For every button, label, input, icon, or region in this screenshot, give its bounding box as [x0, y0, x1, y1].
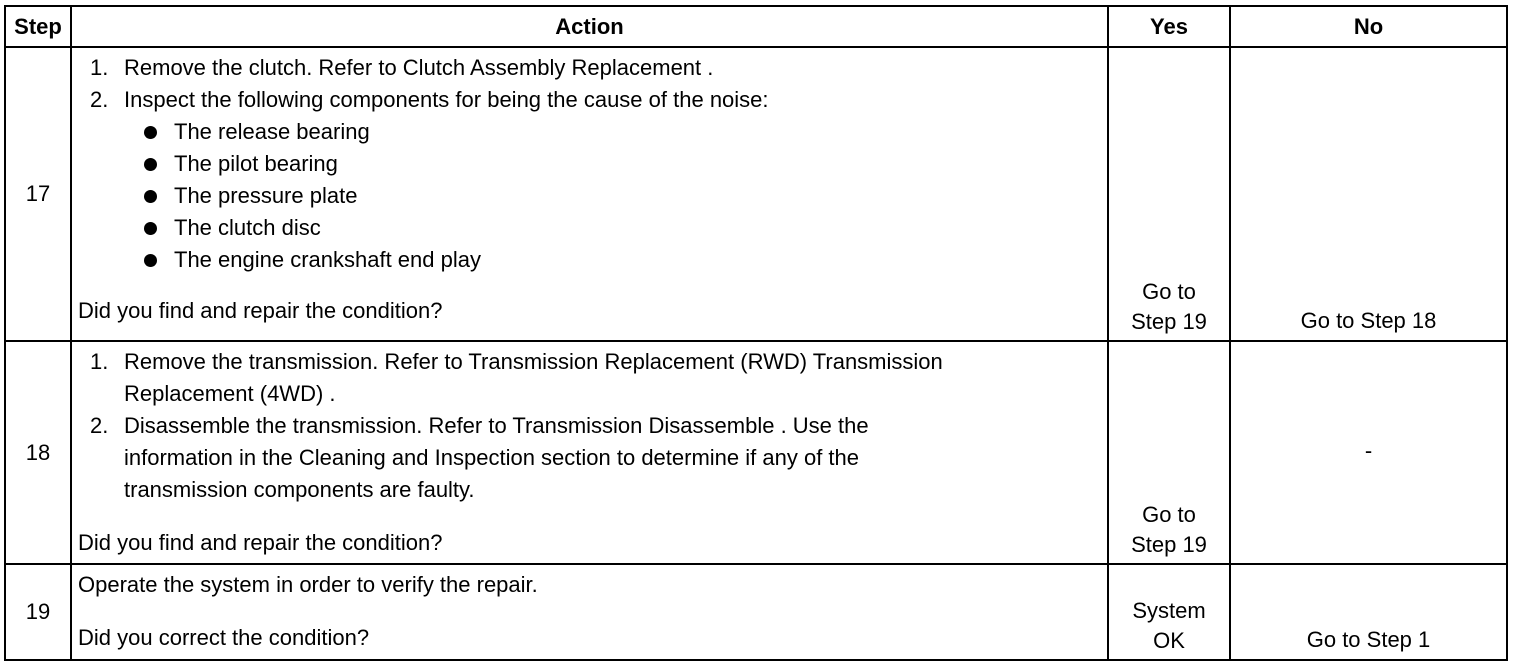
component-bullet-list — [124, 116, 1101, 276]
item-text: information in the Cleaning and Inspection section to determine if any of the — [124, 445, 860, 470]
header-yes: Yes — [1108, 6, 1230, 47]
bullet-item: The release bearing — [124, 116, 1101, 148]
item-number: 1. — [90, 349, 109, 374]
item-text: Remove the clutch. Refer to Clutch Assembly Replacement . — [124, 55, 714, 80]
yes-line: Step 19 — [1131, 309, 1207, 334]
yes-line: System — [1132, 598, 1206, 623]
action-cell — [71, 564, 1108, 660]
bullet-item: The pilot bearing — [124, 148, 1101, 180]
list-item — [78, 410, 1101, 506]
no-cell: - — [1230, 341, 1507, 564]
question-text: Did you correct the condition? — [78, 625, 370, 650]
item-number: 2. — [90, 87, 109, 112]
action-list — [78, 52, 1101, 276]
item-text: Disassemble the transmission. Refer to Transmission Disassemble . Use the — [124, 413, 869, 438]
step-number: 19 — [5, 564, 71, 660]
bullet-item: The pressure plate — [124, 180, 1101, 212]
step-number: 18 — [5, 341, 71, 564]
item-text: Replacement (4WD) . — [124, 381, 336, 406]
header-row — [5, 6, 1507, 47]
table-row-step-19 — [5, 564, 1507, 660]
list-item — [78, 84, 1101, 276]
item-text: Inspect the following components for being the cause of the noise: — [124, 87, 769, 112]
yes-cell — [1108, 564, 1230, 660]
item-number: 1. — [90, 55, 109, 80]
item-text: transmission components are faulty. — [124, 477, 475, 502]
no-cell: Go to Step 1 — [1230, 564, 1507, 660]
yes-line: Go to — [1142, 502, 1196, 527]
diagnostic-table-container — [4, 5, 1508, 661]
question-text: Did you find and repair the condition? — [78, 298, 443, 323]
list-item — [78, 52, 1101, 84]
yes-line: Step 19 — [1131, 532, 1207, 557]
table-row-step-18 — [5, 341, 1507, 564]
item-number: 2. — [90, 413, 109, 438]
bullet-item: The engine crankshaft end play — [124, 244, 1101, 276]
action-text: Operate the system in order to verify the repair. — [78, 572, 538, 597]
action-cell — [71, 47, 1108, 341]
header-action: Action — [71, 6, 1108, 47]
yes-cell — [1108, 341, 1230, 564]
header-step: Step — [5, 6, 71, 47]
no-cell: Go to Step 18 — [1230, 47, 1507, 341]
diagnostic-table — [4, 5, 1508, 661]
header-no: No — [1230, 6, 1507, 47]
list-item — [78, 346, 1101, 410]
yes-cell — [1108, 47, 1230, 341]
action-list — [78, 346, 1101, 506]
yes-line: OK — [1153, 628, 1185, 653]
action-cell — [71, 341, 1108, 564]
item-text: Remove the transmission. Refer to Transmission Replacement (RWD) Transmission — [124, 349, 943, 374]
bullet-item: The clutch disc — [124, 212, 1101, 244]
question-text: Did you find and repair the condition? — [78, 530, 443, 555]
table-row-step-17 — [5, 47, 1507, 341]
yes-line: Go to — [1142, 279, 1196, 304]
step-number: 17 — [5, 47, 71, 341]
